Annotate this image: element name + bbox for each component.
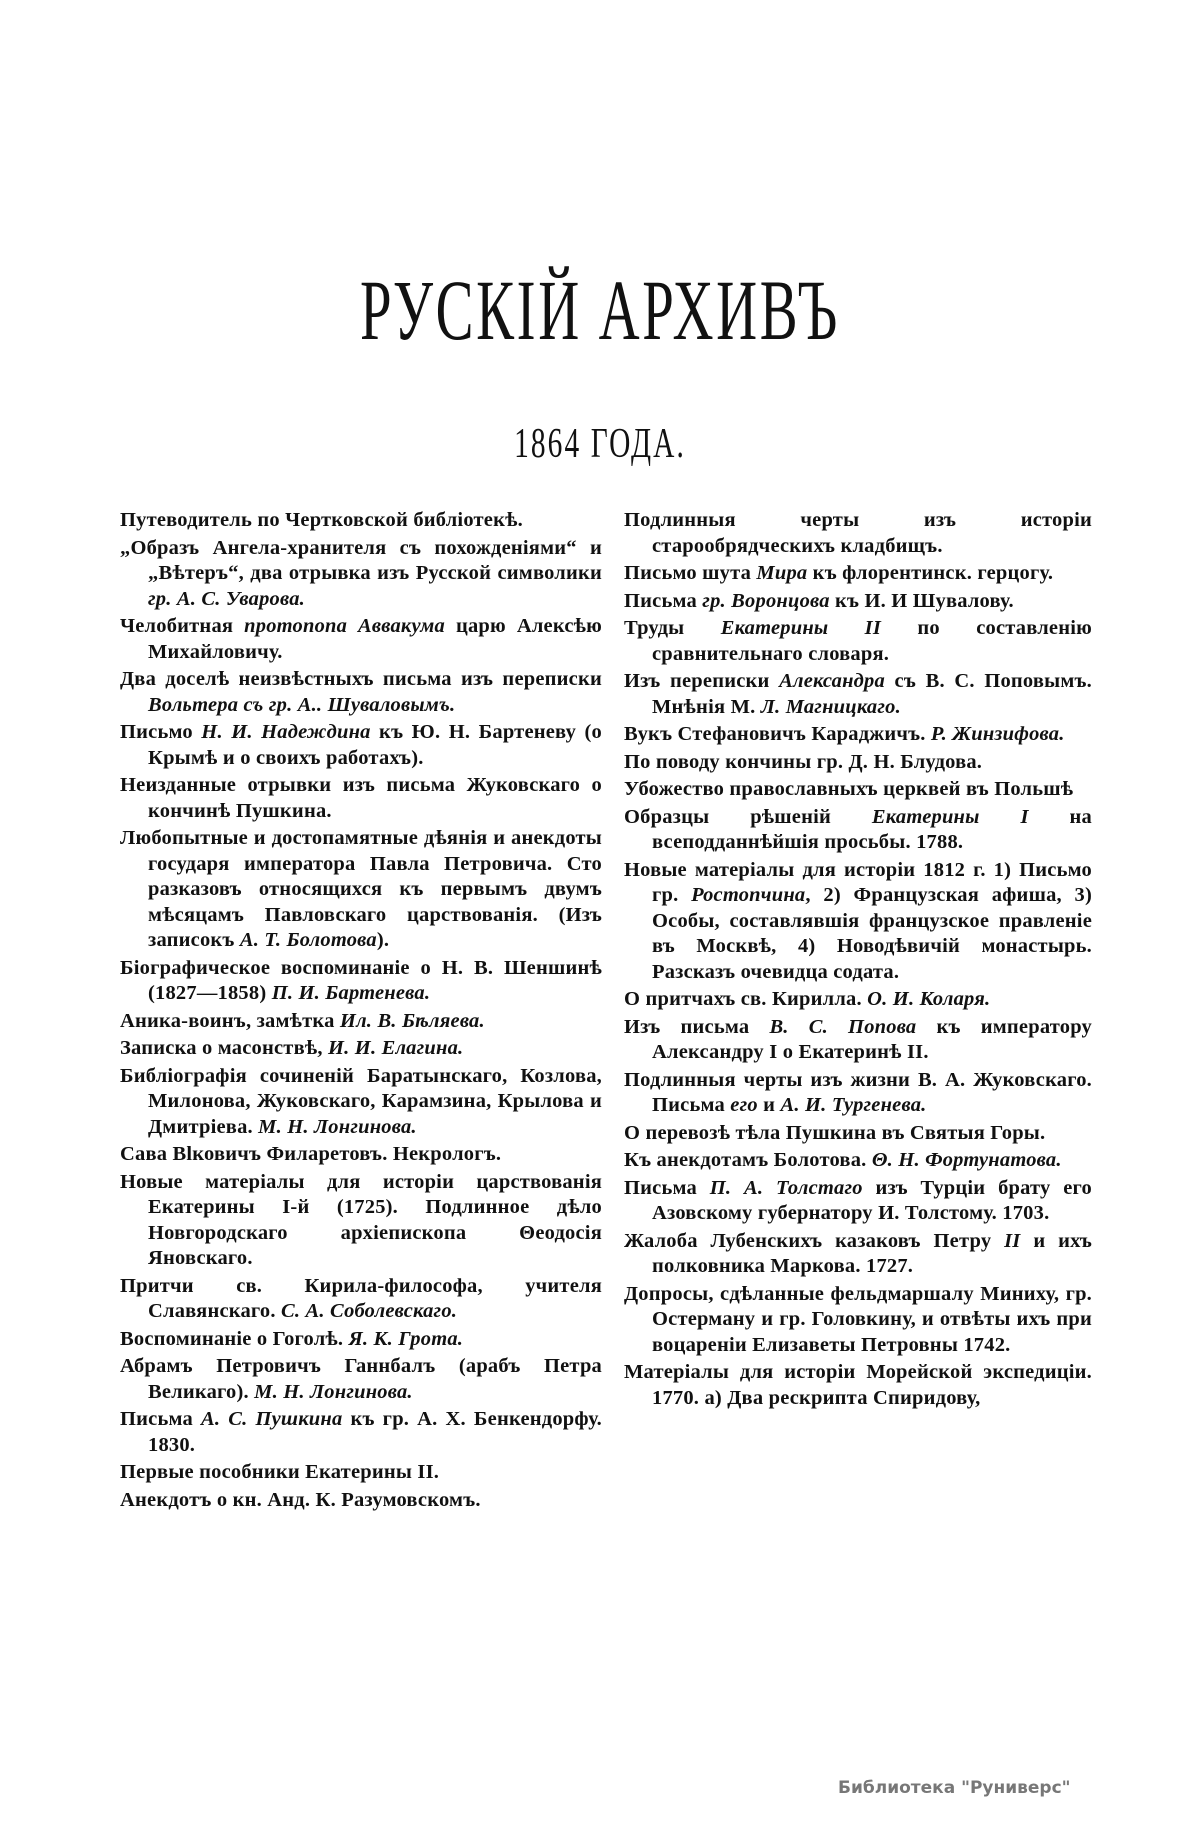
contents-entry <box>624 1068 1092 1119</box>
entry-text: Допросы, сдѣланные фельдмаршалу Миниху, гр. Остерману и гр. Головкину, и отвѣты ихъ при воцареніи Елизаветы Петровны 1742. <box>624 1282 1092 1356</box>
contents-entry <box>624 750 1092 776</box>
entry-author-italic: А. Т. Болотова <box>239 929 377 951</box>
entry-text: Сава Вlковичъ Филаретовъ. Некрологъ. <box>120 1143 502 1165</box>
entry-text: Письма <box>624 589 703 612</box>
entry-author-italic: П. И. Бартенева. <box>271 982 431 1004</box>
entry-text: Жалоба Лубенскихъ казаковъ Петру <box>624 1229 1005 1252</box>
entry-text: Анекдотъ о кн. Анд. К. Разумовскомъ. <box>120 1488 481 1511</box>
contents-entry <box>624 669 1092 720</box>
contents-entry <box>120 508 602 534</box>
entry-text: на всеподданнѣйшія просьбы. 1788. <box>652 805 1092 853</box>
entry-text: Матеріалы для исторіи Морейской экспедиціи. 1770. а) Два рескрипта Спиридову, <box>624 1361 1092 1409</box>
contents-entry <box>624 589 1092 615</box>
entry-text: Письмо <box>120 721 202 743</box>
entry-text: Библіографія сочиненій Баратынскаго, Козлова, Милонова, Жуковскаго, Карамзина, Крылова и Дмитріева. <box>120 1064 602 1138</box>
entry-text: царю Алексѣю Михайловичу. <box>148 615 602 663</box>
contents-entry <box>624 722 1092 748</box>
contents-entry <box>120 1064 602 1141</box>
entry-text: Подлинныя черты изъ исторіи старообрядческихъ кладбищъ. <box>624 509 1092 557</box>
entry-text: Образцы рѣшеній <box>624 805 872 828</box>
entry-author-italic: С. А. Соболевскаго. <box>281 1300 458 1322</box>
entry-text: къ гр. А. Х. Бенкендорфу. 1830. <box>148 1408 602 1456</box>
entry-text: Подлинныя черты изъ жизни В. А. Жуковскаго. Письма <box>624 1068 1092 1116</box>
entry-author-italic: его <box>730 1094 758 1116</box>
contents-entry <box>624 508 1092 559</box>
entry-author-italic: М. Н. Лонгинова. <box>254 1380 413 1403</box>
entry-text: Притчи св. Кирила-философа, учителя Славянскаго. <box>120 1274 602 1322</box>
entry-author-italic: гр. А. С. Уварова. <box>148 587 305 610</box>
entry-author-italic: М. Н. Лонгинова. <box>258 1115 417 1138</box>
contents-entry <box>120 1274 602 1325</box>
entry-text: Любопытные и достопамятные дѣянія и анекдоты государя императора Павла Петровича. Сто разказовъ относящихся къ первымъ двумъ мѣсяцамъ Павловскаго царствованія. (Изъ записокъ <box>120 827 602 951</box>
entry-author-italic: Ил. В. Бѣляева. <box>339 1009 485 1032</box>
library-watermark: Библиотека "Руниверс" <box>838 1778 1071 1798</box>
contents-entry <box>120 1354 602 1405</box>
entry-author-italic: А. С. Пушкина <box>201 1408 343 1430</box>
entry-author-italic: Екатерины II <box>720 617 882 639</box>
entry-text: къ И. И Шувалову. <box>829 589 1014 612</box>
entry-text: и <box>757 1094 781 1116</box>
contents-entry <box>624 1176 1092 1227</box>
entry-author-italic: О. И. Коларя. <box>867 988 991 1010</box>
contents-entry <box>624 777 1092 803</box>
entry-text: Путеводитель по Чертковской библіотекѣ. <box>120 509 523 531</box>
entry-text: Изъ переписки <box>624 670 780 692</box>
entry-text: Челобитная <box>120 615 245 637</box>
entry-text: По поводу кончины гр. Д. Н. Блудова. <box>624 750 983 773</box>
entry-text: Первые пособники Екатерины II. <box>120 1461 440 1483</box>
entry-text: Изъ письма <box>624 1015 770 1038</box>
entry-author-italic: Ростопчина <box>691 884 806 906</box>
entry-text: , 2) Французская афиша, 3) Особы, составлявшія французское правленіе въ Москвѣ, 4) Новодѣвичій монастырь. Разсказъ очевидца содата. <box>652 884 1093 983</box>
entry-text: Записка о масонствѣ, <box>120 1037 328 1059</box>
contents-entry <box>120 1036 602 1062</box>
entry-text: О притчахъ св. Кирилла. <box>624 988 868 1010</box>
contents-entry <box>120 1170 602 1272</box>
contents-entry <box>120 1460 602 1486</box>
contents-entry <box>120 536 602 613</box>
contents-entry <box>120 826 602 954</box>
entry-author-italic: А. И. Тургенева. <box>780 1094 927 1116</box>
contents-entry <box>624 561 1092 587</box>
entry-author-italic: Я. К. Грота. <box>348 1327 464 1350</box>
entry-author-italic: Θ. Н. Фортунатова. <box>871 1149 1062 1171</box>
entry-author-italic: Н. И. Надеждина <box>201 721 371 743</box>
contents-entry <box>624 1229 1092 1280</box>
contents-entry <box>624 805 1092 856</box>
page-title: РУСКІЙ АРХИВЪ <box>360 262 840 358</box>
contents-entry <box>120 1009 602 1035</box>
entry-text: Труды <box>624 617 721 639</box>
entry-author-italic: И. И. Елагина. <box>328 1037 464 1059</box>
entry-author-italic: Александра <box>779 670 885 692</box>
contents-entry <box>624 1282 1092 1359</box>
entry-text: и ихъ полковника Маркова. 1727. <box>652 1229 1092 1277</box>
contents-entry <box>120 667 602 718</box>
entry-text: Воспоминаніе о Гоголѣ. <box>120 1327 349 1350</box>
entry-text: О перевозѣ тѣла Пушкина въ Святыя Горы. <box>624 1121 1046 1144</box>
contents-entry <box>120 614 602 665</box>
entry-text: ). <box>376 929 390 951</box>
contents-entry <box>120 773 602 824</box>
entry-text: Убожество православныхъ церквей въ Польшѣ <box>624 778 1074 800</box>
entry-text: Вукъ Стефановичъ Караджичъ. <box>624 723 931 745</box>
entry-author-italic: Екатерины I <box>871 805 1029 828</box>
entry-author-italic: протопопа Аввакума <box>244 615 445 637</box>
entry-author-italic: Вольтера съ гр. А.. Шуваловымъ. <box>148 693 456 716</box>
contents-entry <box>120 1488 602 1514</box>
entry-text: Біографическое воспоминаніе о Н. В. Шеншинѣ (1827—1858) <box>120 956 602 1004</box>
entry-author-italic: II <box>1004 1229 1021 1252</box>
entry-text: Письмо шута <box>624 562 757 584</box>
entry-text: Къ анекдотамъ Болотова. <box>624 1149 872 1171</box>
contents-entry <box>120 1407 602 1458</box>
entry-author-italic: Л. Магницкаго. <box>760 695 901 718</box>
page-subtitle-year: 1864 ГОДА. <box>514 421 686 467</box>
contents-entry <box>624 1121 1092 1147</box>
entry-text: Новые матеріалы для исторіи 1812 г. 1) Письмо гр. <box>624 858 1092 906</box>
entry-text: къ императору Александру I о Екатеринѣ II. <box>652 1015 1092 1063</box>
contents-entry <box>624 1148 1092 1174</box>
entry-text: по составленію сравнительнаго словаря. <box>652 617 1092 665</box>
contents-left-column <box>120 508 602 1515</box>
entry-text: къ Ю. Н. Бартеневу (о Крымѣ и о своихъ работахъ). <box>148 721 602 769</box>
entry-text: Письма <box>120 1408 202 1430</box>
contents-entry <box>624 1360 1092 1411</box>
entry-text: съ В. С. Поповымъ. Мнѣнія М. <box>652 670 1092 718</box>
entry-text: Неизданные отрывки изъ письма Жуковскаго о кончинѣ Пушкина. <box>120 774 602 822</box>
entry-author-italic: П. А. Толстаго <box>709 1176 863 1199</box>
entry-author-italic: гр. Воронцова <box>702 589 830 612</box>
entry-author-italic: В. С. Попова <box>769 1015 917 1038</box>
entry-text: Два доселѣ неизвѣстныхъ письма изъ переписки <box>120 668 602 690</box>
contents-entry <box>120 1327 602 1353</box>
entry-text: Абрамъ Петровичъ Ганнбалъ (арабъ Петра Великаго). <box>120 1355 602 1403</box>
entry-text: Письма <box>624 1176 710 1199</box>
entry-author-italic: Мира <box>756 562 808 584</box>
contents-entry <box>624 987 1092 1013</box>
contents-entry <box>624 616 1092 667</box>
entry-text: Новые матеріалы для исторіи царствованія Екатерины I-й (1725). Подлинное дѣло Новгородскаго архіепископа Θеодосія Яновскаго. <box>120 1170 602 1269</box>
contents-entry <box>120 720 602 771</box>
contents-entry <box>624 1015 1092 1066</box>
contents-entry <box>624 858 1092 986</box>
entry-text: „Образъ Ангела-хранителя съ похожденіями“ и „Вѣтеръ“, два отрывка изъ Русской символики <box>120 536 602 584</box>
entry-text: Аника-воинъ, замѣтка <box>120 1009 340 1032</box>
entry-text: къ флорентинск. герцогу. <box>807 562 1054 584</box>
contents-entry <box>120 956 602 1007</box>
entry-text: изъ Турціи брату его Азовскому губернатору И. Толстому. 1703. <box>652 1176 1093 1224</box>
entry-author-italic: Р. Жинзифова. <box>930 723 1065 745</box>
contents-entry <box>120 1142 602 1168</box>
contents-right-column <box>624 508 1092 1413</box>
